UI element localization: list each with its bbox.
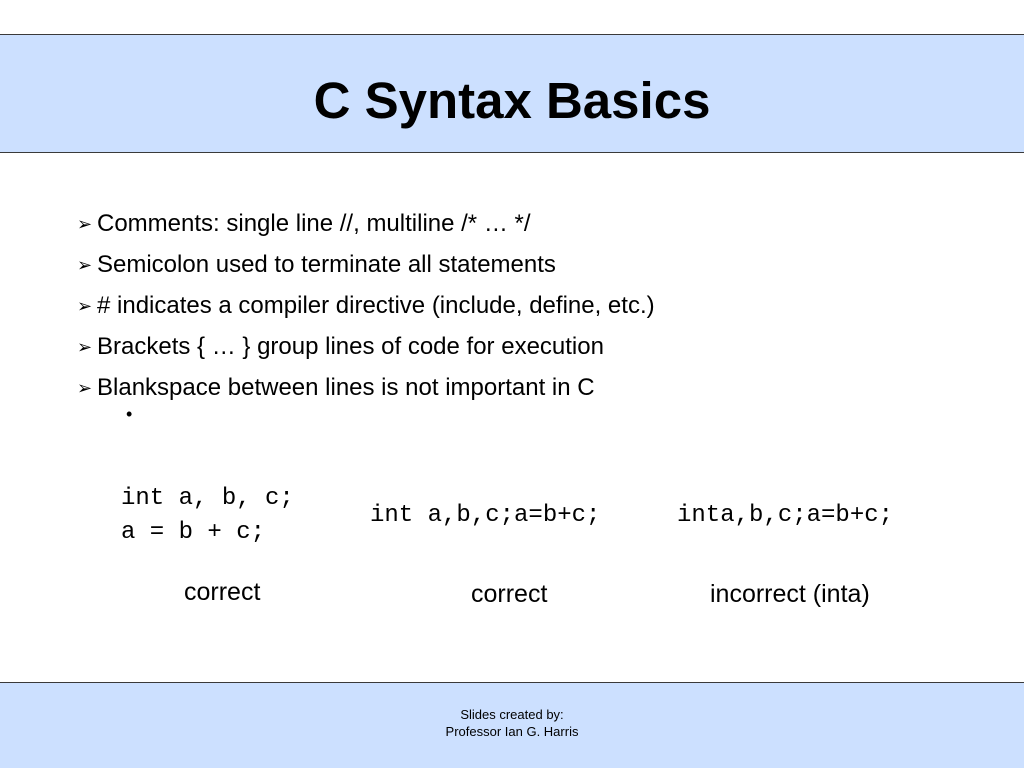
bullet-text: # indicates a compiler directive (include, define, etc.) bbox=[97, 292, 655, 319]
footer-line-2: Professor Ian G. Harris bbox=[445, 724, 579, 739]
bullet-list bbox=[77, 203, 655, 408]
bullet-text: Comments: single line //, multiline /* … */ bbox=[97, 210, 531, 237]
bullet-item bbox=[77, 244, 655, 285]
code-example-multiline: int a, b, c; a = b + c; bbox=[121, 485, 294, 546]
caption-no-space: incorrect (inta) bbox=[710, 580, 870, 608]
footer-line-1: Slides created by: bbox=[460, 707, 564, 722]
arrow-bullet-icon: ➢ bbox=[77, 295, 93, 316]
code-example-no-space: inta,b,c;a=b+c; bbox=[677, 502, 894, 529]
footer-credit bbox=[0, 706, 1024, 740]
bullet-item bbox=[77, 285, 655, 326]
bullet-item bbox=[77, 326, 655, 367]
arrow-bullet-icon: ➢ bbox=[77, 213, 93, 234]
arrow-bullet-icon: ➢ bbox=[77, 377, 93, 398]
slide-title: C Syntax Basics bbox=[313, 72, 711, 129]
sub-bullet-dot-icon: • bbox=[126, 404, 133, 424]
bullet-item bbox=[77, 203, 655, 244]
bullet-text: Blankspace between lines is not important in C bbox=[97, 374, 595, 401]
arrow-bullet-icon: ➢ bbox=[77, 254, 93, 275]
code-example-single-line: int a,b,c;a=b+c; bbox=[370, 502, 601, 529]
bullet-item bbox=[77, 367, 655, 408]
caption-single-line: correct bbox=[471, 580, 548, 608]
caption-multiline: correct bbox=[184, 578, 261, 606]
arrow-bullet-icon: ➢ bbox=[77, 336, 93, 357]
bullet-text: Brackets { … } group lines of code for execution bbox=[97, 333, 604, 360]
bullet-text: Semicolon used to terminate all statements bbox=[97, 251, 556, 278]
